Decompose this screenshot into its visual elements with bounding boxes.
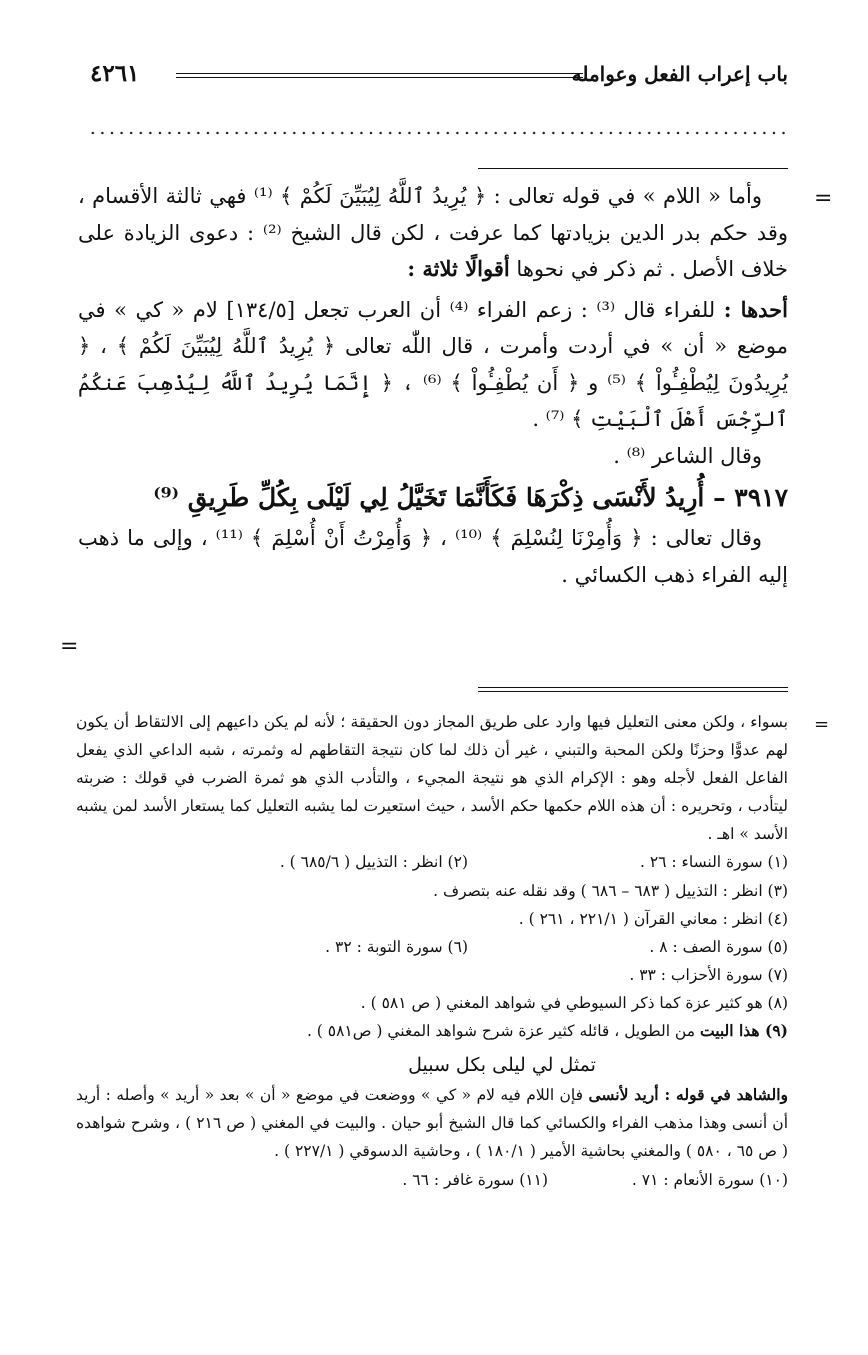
header-rule — [176, 73, 583, 78]
footnote-9 — [76, 1017, 788, 1045]
running-header — [90, 62, 788, 92]
first-opinion-label: أحدها : — [723, 296, 788, 322]
section-rule — [478, 168, 788, 169]
paragraph-first-opinion — [78, 292, 788, 438]
footnote-3: (٣) انظر : التذييل ( ٦٨٣ – ٦٨٦ ) وقد نقله عنه بتصرف . — [433, 881, 788, 900]
footnotes — [76, 708, 788, 1194]
footnote-continued: بسواء ، ولكن معنى التعليل فيها وارد على طريق المجاز دون الحقيقة ؛ لأنه لم يكن داعيهم إلى الالتقاط أن يكون لهم عدوًّا وحزنًا ولكن المحبة والتبني ، غير أن ذلك لما كان نتيجة التقاطهم له وثمرته ، شبه الداعي الذي يفعل الفاعل الفعل لأجله وهو : الإكرام الذي هو نتيجة المجيء ، والتأدب الذي هو ثمرة الضرب في قولك : ضربته ليتأدب ، وتحريره : أن هذه اللام حكمها حكم الأسد ، حيث استعيرت لما يشبه التعليل كما يستعار الأسد لمن يشبه الأسد » اهـ . — [76, 713, 788, 844]
evidence-lead: والشاهد في قوله : أريد لأنسى — [588, 1085, 788, 1105]
footnote-2: (٢) انظر : التذييل ( ٦٨٥/٦ ) . — [279, 853, 468, 872]
intro-text: وأما « اللام » في قوله تعالى : ﴿ يُرِيدُ ٱللَّهُ لِيُبَيِّنَ لَكُمْ ﴾ ⁽¹⁾ فهي ثالثة الأقسام ، وقد حكم بدر الدين بزيادتها كما عرفت ، لكن قال الشيخ ⁽²⁾ : دعوى الزيادة على خلاف الأصل . ثم ذكر في نحوها — [78, 184, 788, 281]
footnote-9-lead: (٩) هذا البيت — [699, 1021, 788, 1041]
chapter-title: باب إعراب الفعل وعوامله — [571, 62, 788, 86]
dotted-separator — [88, 130, 788, 136]
footnote-11: (١١) سورة غافر : ٦٦ . — [402, 1170, 548, 1189]
footnote-10: (١٠) سورة الأنعام : ٧١ . — [631, 1170, 788, 1189]
footnote-6: (٦) سورة التوبة : ٣٢ . — [325, 937, 468, 956]
page-number: ٤٢٦١ — [90, 60, 140, 87]
continuation-mark: = — [814, 714, 830, 735]
verse-meter: تمثل لي ليلى بكل سبيل — [408, 1054, 596, 1077]
poet-intro: وقال الشاعر ⁽⁸⁾ . — [613, 443, 762, 468]
footnote-row — [76, 848, 788, 876]
footnote-7: (٧) سورة الأحزاب : ٣٣ . — [629, 965, 788, 984]
footnote-4: (٤) انظر : معاني القرآن ( ٢٢١/١ ، ٢٦١ ) . — [518, 909, 788, 928]
footnote-9-text: من الطويل ، قائله كثير عزة شرح شواهد المغني ( ص٥٨١ ) . — [306, 1022, 696, 1041]
intro-tail: أقوالًا ثلاثة : — [407, 256, 510, 281]
footnote-8: (٨) هو كثير عزة كما ذكر السيوطي في شواهد المغني ( ص ٥٨١ ) . — [360, 993, 788, 1012]
footnote-1: (١) سورة النساء : ٢٦ . — [639, 853, 788, 872]
footnote-row — [76, 933, 788, 961]
evidence-text: فإن اللام فيه لام « كي » ووضعت في موضع « أن » بعد « أريد » وأصله : أريد أن أنسى وهذا مذهب الفراء والكسائي كما قال الشيخ أبو حيان . والبيت في المغني ( ص ٢١٦ ) ، وشرح شواهده ( ص ٦٥ ، ٥٨٠ ) والمغني بحاشية الأمير ( ١٨٠/١ ) ، وحاشية الدسوقي ( ٢٢٧/١ ) . — [76, 1086, 788, 1161]
continuation-mark: = — [814, 186, 833, 211]
footnote-row — [76, 1166, 788, 1194]
footnote-5: (٥) سورة الصف : ٨ . — [649, 937, 788, 956]
footnote-evidence — [76, 1081, 788, 1165]
paragraph-verses: وقال تعالى : ﴿ وَأُمِرْنَا لِنُسْلِمَ ﴾ ⁽¹⁰⁾ ، ﴿ وَأُمِرْتُ أَنْ أُسْلِمَ ﴾ ⁽¹¹⁾ ، وإلى ما ذهب إليه الفراء ذهب الكسائي . — [78, 526, 788, 587]
first-opinion-text: للفراء قال ⁽³⁾ : زعم الفراء ⁽⁴⁾ أن العرب تجعل [١٣٤/٥] لام « كي » في موضع « أن » في أردت وأمرت ، قال اللّٰه تعالى ﴿ يُرِيدُ ٱللَّهُ لِيُبَيِّنَ لَكُمْ ﴾ ، ﴿ يُرِيدُونَ لِيُطْفِـُٔواْ ﴾ ⁽⁵⁾ و ﴿ أَن يُطْفِـُٔواْ ﴾ ⁽⁶⁾ ، ﴿ إِنَّمَا يُرِيدُ ٱللَّهُ لِيُذْهِبَ عَنكُمُ ٱلرِّجْسَ أَهْلَ ٱلْبَيْتِ ﴾ ⁽⁷⁾ . — [78, 297, 788, 431]
footnote-rule — [478, 687, 788, 692]
main-text — [78, 178, 788, 593]
paragraph-intro — [78, 178, 788, 288]
poetry-verse: ٣٩١٧ – أُرِيدُ لأَنْسَى ذِكْرَهَا فَكَأَنَّمَا تَخَيَّلُ لِي لَيْلَى بِكُلِّ طَرِيقِ ⁽⁹⁾ — [153, 483, 788, 512]
continuation-mark: = — [60, 634, 79, 659]
